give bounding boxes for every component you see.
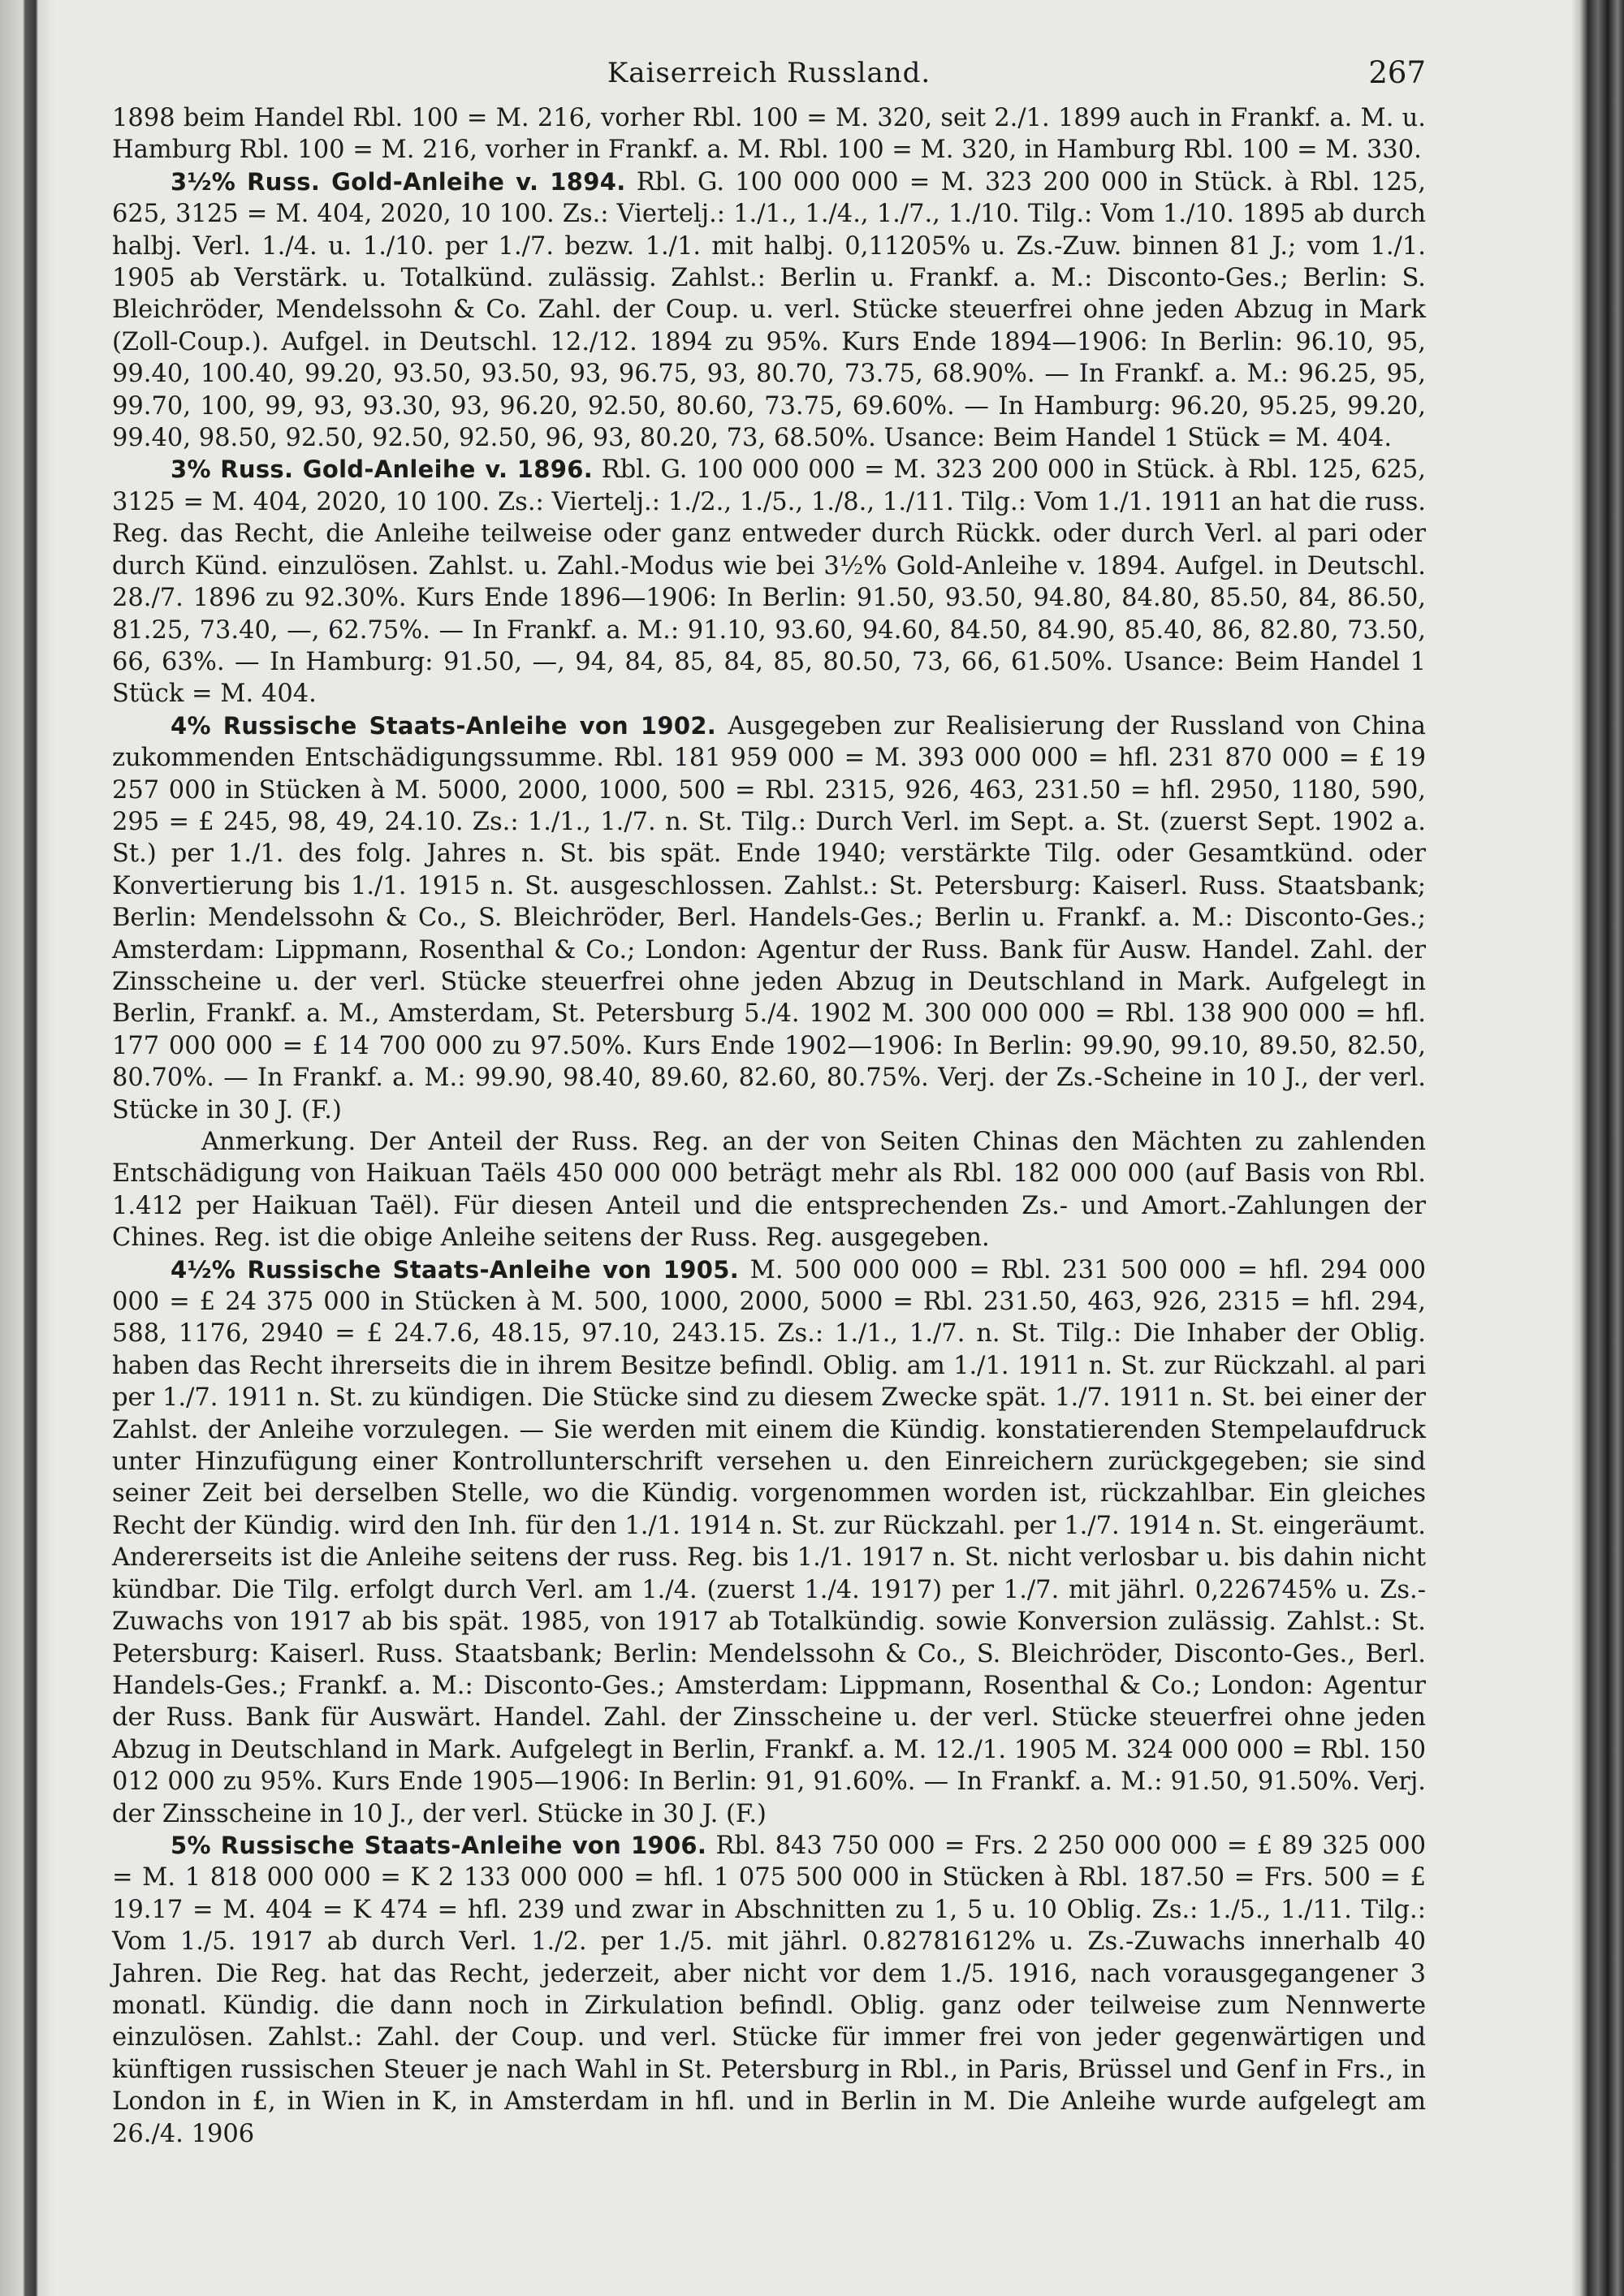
entry-heading: 3½% Russ. Gold-Anleihe v. 1894. <box>171 167 626 196</box>
running-title: Kaiserreich Russland. <box>607 57 931 89</box>
page-number: 267 <box>1368 55 1426 90</box>
page-body <box>112 102 1426 2150</box>
entry-state-loan-1906 <box>112 1830 1426 2150</box>
running-header <box>112 50 1426 97</box>
entry-heading: 4½% Russische Staats-Anleihe von 1905. <box>171 1255 740 1284</box>
note-anmerkung <box>112 1126 1426 1254</box>
entry-gold-loan-1894 <box>112 166 1426 455</box>
entry-text: Ausgegeben zur Realisierung der Russland von China zukommenden Entschädigungssumme. Rbl. 181 959 000 = M. 393 000 000 = hfl. 231 870 000 = £ 19 257 000 in Stücken à M. 5000, 2000, 1000, 500 = Rbl. 2315, 926, 463, 231.50 = hfl. 2950, 1180, 590, 295 = £ 245, 98, 49, 24.10. Zs.: 1./1., 1./7. n. St. Tilg.: Durch Verl. im Sept. a. St. (zuerst Sept. 1902 a. St.) per 1./1. des folg. Jahres n. St. bis spät. Ende 1940; verstärkte Tilg. oder Gesamtkünd. oder Konvertierung bis 1./1. 1915 n. St. ausgeschlossen. Zahlst.: St. Petersburg: Kaiserl. Russ. Staatsbank; Berlin: Mendelssohn & Co., S. Bleichröder, Berl. Handels-Ges.; Berlin u. Frankf. a. M.: Disconto-Ges.; Amsterdam: Lippmann, Rosenthal & Co.; London: Agentur der Russ. Bank für Ausw. Handel. Zahl. der Zinsscheine u. der verl. Stücke steuerfrei ohne jeden Abzug in Deutschland in Mark. Aufgelegt in Berlin, Frankf. a. M., Amsterdam, St. Petersburg 5./4. 1902 M. 300 000 000 = Rbl. 138 900 000 = hfl. 177 000 000 = £ 14 700 000 zu 97.50%. Kurs Ende 1902—1906: In Berlin: 99.90, 99.10, 89.50, 82.50, 80.70%. — In Frankf. a. M.: 99.90, 98.40, 89.60, 82.60, 80.75%. Verj. der Zs.-Scheine in 10 J., der verl. Stücke in 30 J. (F.) <box>112 711 1426 1124</box>
document-page <box>112 50 1426 2150</box>
entry-state-loan-1902 <box>112 710 1426 1126</box>
paragraph-text: 1898 beim Handel Rbl. 100 = M. 216, vorher Rbl. 100 = M. 320, seit 2./1. 1899 auch in Frankf. a. M. u. Hamburg Rbl. 100 = M. 216, vorher in Frankf. a. M. Rbl. 100 = M. 320, in Hamburg Rbl. 100 = M. 330. <box>112 104 1426 165</box>
entry-heading: 3% Russ. Gold-Anleihe v. 1896. <box>171 455 594 484</box>
scan-binding-edge-left <box>0 0 55 2296</box>
entry-state-loan-1905 <box>112 1254 1426 1830</box>
paragraph-continuation-1898 <box>112 102 1426 166</box>
note-text: Anmerkung. Der Anteil der Russ. Reg. an der von Seiten Chinas den Mächten zu zahlenden Entschädigung von Haikuan Taëls 450 000 000 beträgt mehr als Rbl. 182 000 000 (auf Basis von Rbl. 1.412 per Haikuan Taël). Für diesen Anteil und die entsprechenden Zs.- und Amort.-Zahlungen der Chines. Reg. ist die obige Anleihe seitens der Russ. Reg. ausgegeben. <box>112 1128 1426 1253</box>
entry-heading: 5% Russische Staats-Anleihe von 1906. <box>171 1831 707 1859</box>
entry-text: Rbl. G. 100 000 000 = M. 323 200 000 in Stück. à Rbl. 125, 625, 3125 = M. 404, 2020, 10 100. Zs.: Viertelj.: 1./1., 1./4., 1./7., 1./10. Tilg.: Vom 1./10. 1895 ab durch halbj. Verl. 1./4. u. 1./10. per 1./7. bezw. 1./1. mit halbj. 0,11205% u. Zs.-Zuw. binnen 81 J.; vom 1./1. 1905 ab Verstärk. u. Totalkünd. zulässig. Zahlst.: Berlin u. Frankf. a. M.: Disconto-Ges.; Berlin: S. Bleichröder, Mendelssohn & Co. Zahl. der Coup. u. verl. Stücke steuerfrei ohne jeden Abzug in Mark (Zoll-Coup.). Aufgel. in Deutschl. 12./12. 1894 zu 95%. Kurs Ende 1894—1906: In Berlin: 96.10, 95, 99.40, 100.40, 99.20, 93.50, 93.50, 93, 96.75, 93, 80.70, 73.75, 68.90%. — In Frankf. a. M.: 96.25, 95, 99.70, 100, 99, 93, 93.30, 93, 96.20, 92.50, 80.60, 73.75, 69.60%. — In Hamburg: 96.20, 95.25, 99.20, 99.40, 98.50, 92.50, 92.50, 92.50, 96, 93, 80.20, 73, 68.50%. Usance: Beim Handel 1 Stück = M. 404. <box>112 167 1427 453</box>
scan-page-edge-right <box>1572 0 1624 2296</box>
entry-text: Rbl. G. 100 000 000 = M. 323 200 000 in Stück. à Rbl. 125, 625, 3125 = M. 404, 2020, 10 100. Zs.: Viertelj.: 1./2., 1./5., 1./8., 1./11. Tilg.: Vom 1./1. 1911 an hat die russ. Reg. das Recht, die Anleihe teilweise oder ganz entweder durch Rückk. oder durch Verl. al pari oder durch Künd. einzulösen. Zahlst. u. Zahl.-Modus wie bei 3½% Gold-Anleihe v. 1894. Aufgel. in Deutschl. 28./7. 1896 zu 92.30%. Kurs Ende 1896—1906: In Berlin: 91.50, 93.50, 94.80, 84.80, 85.50, 84, 86.50, 81.25, 73.40, —, 62.75%. — In Frankf. a. M.: 91.10, 93.60, 94.60, 84.50, 84.90, 85.40, 86, 82.80, 73.50, 66, 63%. — In Hamburg: 91.50, —, 94, 84, 85, 84, 85, 80.50, 73, 66, 61.50%. Usance: Beim Handel 1 Stück = M. 404. <box>112 455 1426 709</box>
entry-text: Rbl. 843 750 000 = Frs. 2 250 000 000 = £ 89 325 000 = M. 1 818 000 000 = K 2 133 000 000 = hfl. 1 075 500 000 in Stücken à Rbl. 187.50 = Frs. 500 = £ 19.17 = M. 404 = K 474 = hfl. 239 und zwar in Abschnitten zu 1, 5 u. 10 Oblig. Zs.: 1./5., 1./11. Tilg.: Vom 1./5. 1917 ab durch Verl. 1./2. per 1./5. mit jährl. 0.82781612% u. Zs.-Zuwachs innerhalb 40 Jahren. Die Reg. hat das Recht, jederzeit, aber nicht vor dem 1./5. 1916, nach vorausgegangener 3 monatl. Kündig. die dann noch in Zirkulation befindl. Oblig. ganz oder teilweise zum Nennwerte einzulösen. Zahlst.: Zahl. der Coup. und verl. Stücke für immer frei von jeder gegenwärtigen und künftigen russischen Steuer je nach Wahl in St. Petersburg in Rbl., in Paris, Brüssel und Genf in Frs., in London in £, in Wien in K, in Amsterdam in hfl. und in Berlin in M. Die Anleihe wurde aufgelegt am 26./4. 1906 <box>112 1831 1426 2148</box>
entry-heading: 4% Russische Staats-Anleihe von 1902. <box>171 711 717 740</box>
entry-text: M. 500 000 000 = Rbl. 231 500 000 = hfl. 294 000 000 = £ 24 375 000 in Stücken à M. 500, 1000, 2000, 5000 = Rbl. 231.50, 463, 926, 2315 = hfl. 294, 588, 1176, 2940 = £ 24.7.6, 48.15, 97.10, 243.15. Zs.: 1./1., 1./7. n. St. Tilg.: Die Inhaber der Oblig. haben das Recht ihrerseits die in ihrem Besitze befindl. Oblig. am 1./1. 1911 n. St. zur Rückzahl. al pari per 1./7. 1911 n. St. zu kündigen. Die Stücke sind zu diesem Zwecke spät. 1./7. 1911 n. St. bei einer der Zahlst. der Anleihe vorzulegen. — Sie werden mit einem die Kündig. konstatierenden Stempelaufdruck unter Hinzufügung einer Kontrollunterschrift versehen u. den Einreichern zurückgegeben; sie sind seiner Zeit bei derselben Stelle, wo die Kündig. vorgenommen worden ist, rückzahlbar. Ein gleiches Recht der Kündig. wird den Inh. für den 1./1. 1914 n. St. zur Rückzahl. per 1./7. 1914 n. St. eingeräumt. Andererseits ist die Anleihe seitens der russ. Reg. bis 1./1. 1917 n. St. nicht verlosbar u. bis dahin nicht kündbar. Die Tilg. erfolgt durch Verl. am 1./4. (zuerst 1./4. 1917) per 1./7. mit jährl. 0,226745% u. Zs.-Zuwachs von 1917 ab bis spät. 1985, von 1917 ab Totalkündig. sowie Konversion zulässig. Zahlst.: St. Petersburg: Kaiserl. Russ. Staatsbank; Berlin: Mendelssohn & Co., S. Bleichröder, Disconto-Ges., Berl. Handels-Ges.; Frankf. a. M.: Disconto-Ges.; Amsterdam: Lippmann, Rosenthal & Co.; London: Agentur der Russ. Bank für Auswärt. Handel. Zahl. der Zinsscheine u. der verl. Stücke steuerfrei ohne jeden Abzug in Deutschland in Mark. Aufgelegt in Berlin, Frankf. a. M. 12./1. 1905 M. 324 000 000 = Rbl. 150 012 000 zu 95%. Kurs Ende 1905—1906: In Berlin: 91, 91.60%. — In Frankf. a. M.: 91.50, 91.50%. Verj. der Zinsscheine in 10 J., der verl. Stücke in 30 J. (F.) <box>112 1255 1426 1828</box>
entry-gold-loan-1896 <box>112 454 1426 710</box>
